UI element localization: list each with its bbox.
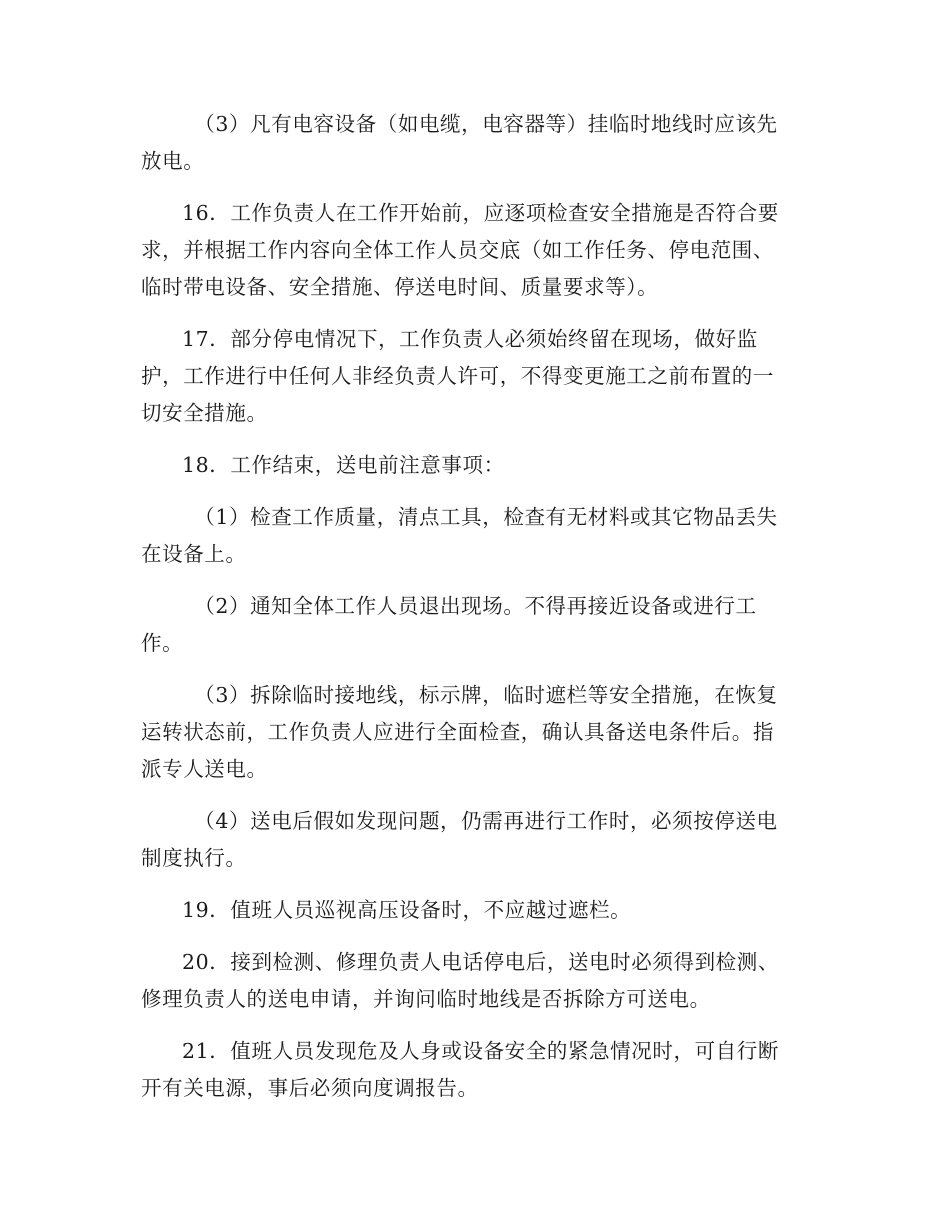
paragraph-line: 作。 <box>141 631 184 655</box>
document-body <box>141 106 801 1122</box>
paragraph-line: （1）检查工作质量，清点工具，检查有无材料或其它物品丢失 <box>194 505 778 529</box>
paragraph-item-17 <box>141 321 801 432</box>
paragraph-line: 修理负责人的送电申请，并询问临时地线是否拆除方可送电。 <box>141 987 711 1011</box>
paragraph-line: 运转状态前，工作负责人应进行全面检查，确认具备送电条件后。指 <box>141 720 774 744</box>
paragraph-line: 在设备上。 <box>141 542 247 566</box>
paragraph-sub-2 <box>141 588 801 662</box>
paragraph-line: 开有关电源，事后必须向度调报告。 <box>141 1076 479 1100</box>
paragraph-3-discharge <box>141 106 801 180</box>
paragraph-line: 临时带电设备、安全措施、停送电时间、质量要求等）。 <box>141 275 659 299</box>
paragraph-line: 16．工作负责人在工作开始前，应逐项检查安全措施是否符合要 <box>182 201 779 225</box>
paragraph-sub-3 <box>141 677 801 788</box>
paragraph-line: 19．值班人员巡视高压设备时，不应越过遮栏。 <box>182 898 632 922</box>
paragraph-line: 切安全措施。 <box>141 401 268 425</box>
paragraph-line: 20．接到检测、修理负责人电话停电后，送电时必须得到检测、 <box>182 950 779 974</box>
paragraph-line: 21．值班人员发现危及人身或设备安全的紧急情况时，可自行断 <box>182 1039 779 1063</box>
paragraph-line: 17．部分停电情况下，工作负责人必须始终留在现场，做好监 <box>182 327 758 351</box>
paragraph-line: 18．工作结束，送电前注意事项： <box>182 453 505 477</box>
paragraph-line: （3）拆除临时接地线，标示牌，临时遮栏等安全措施，在恢复 <box>194 683 778 707</box>
paragraph-line: 护，工作进行中任何人非经负责人许可，不得变更施工之前布置的一 <box>141 364 774 388</box>
paragraph-sub-1 <box>141 499 801 573</box>
paragraph-item-20 <box>141 944 801 1018</box>
paragraph-line: （4）送电后假如发现问题，仍需再进行工作时，必须按停送电 <box>194 809 778 833</box>
paragraph-line: 放电。 <box>141 149 205 173</box>
paragraph-item-19 <box>141 892 801 929</box>
paragraph-line: 求，并根据工作内容向全体工作人员交底（如工作任务、停电范围、 <box>141 238 774 262</box>
paragraph-line: （2）通知全体工作人员退出现场。不得再接近设备或进行工 <box>194 594 757 618</box>
paragraph-item-18 <box>141 447 801 484</box>
paragraph-line: （3）凡有电容设备（如电缆，电容器等）挂临时地线时应该先 <box>194 112 778 136</box>
paragraph-item-16 <box>141 195 801 306</box>
paragraph-line: 派专人送电。 <box>141 757 268 781</box>
paragraph-line: 制度执行。 <box>141 846 247 870</box>
paragraph-sub-4 <box>141 803 801 877</box>
paragraph-item-21 <box>141 1033 801 1107</box>
